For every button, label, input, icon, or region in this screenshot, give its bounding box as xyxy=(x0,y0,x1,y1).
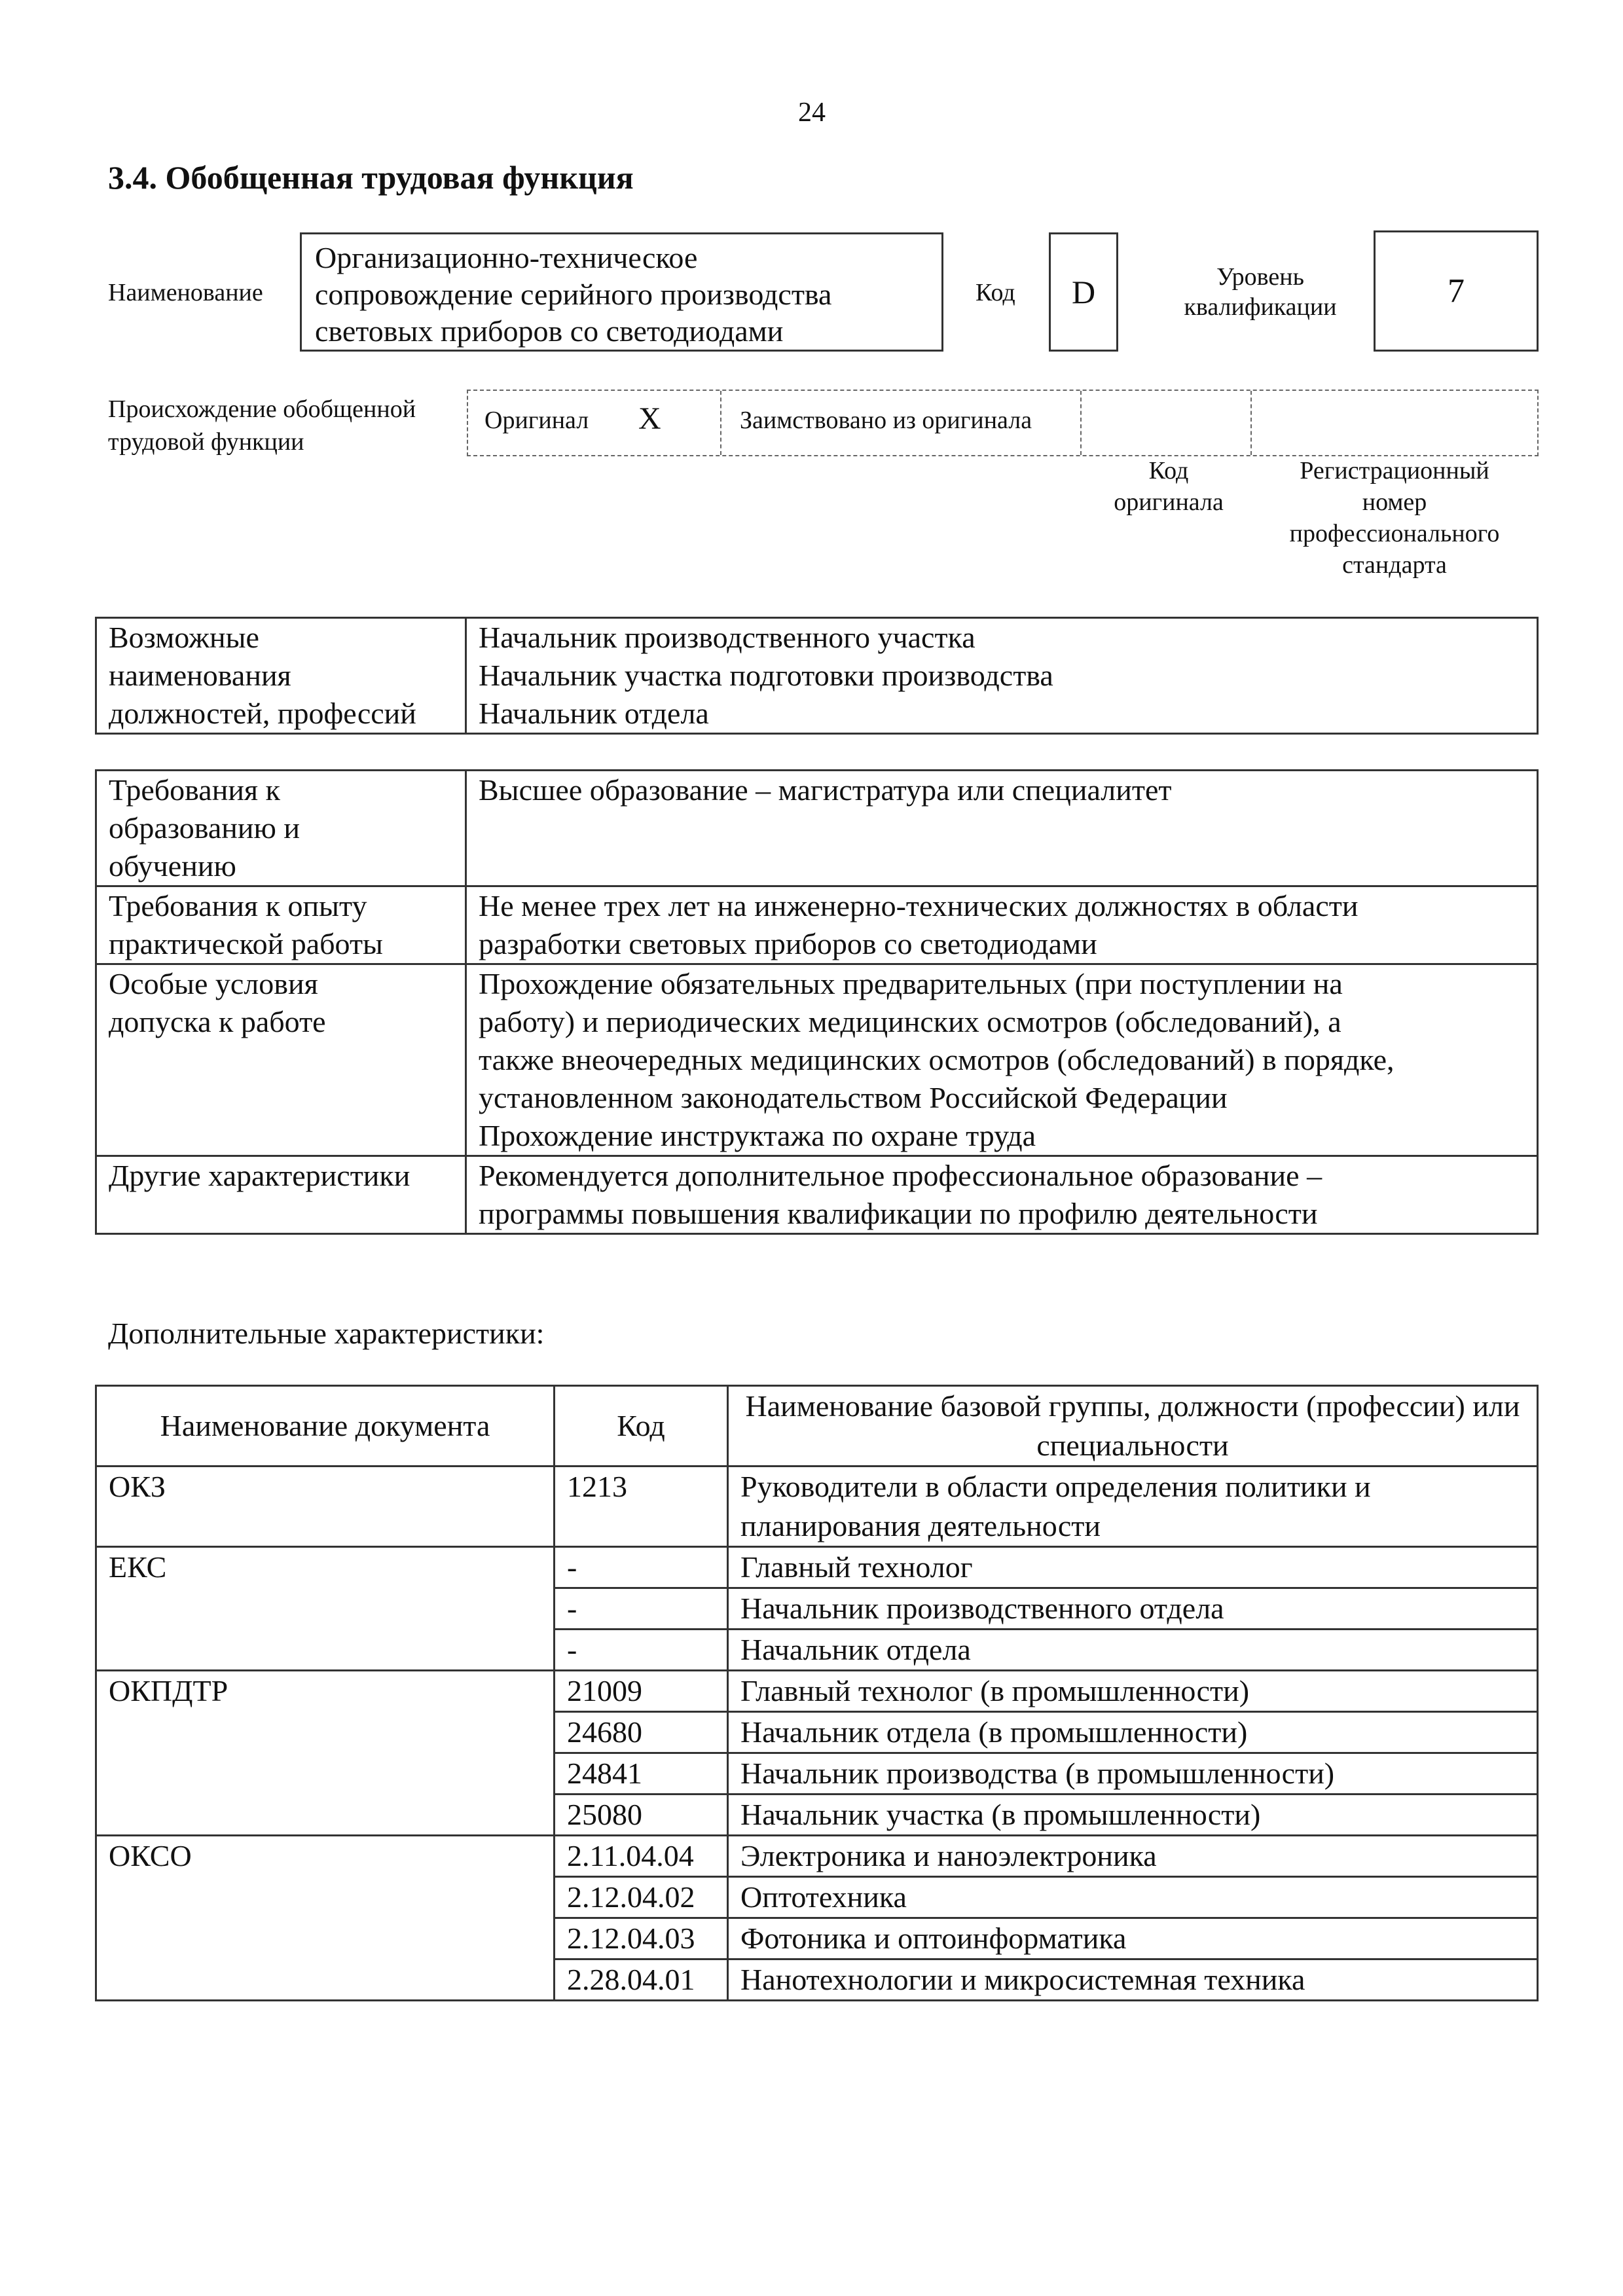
code-cell: 1213 xyxy=(555,1467,728,1547)
reg-number-line: Регистрационный xyxy=(1300,457,1489,484)
value-line: установленном законодательством Российской Федерации xyxy=(479,1081,1228,1114)
table-row xyxy=(96,1547,1538,1588)
page-number: 24 xyxy=(798,98,826,128)
level-label-line: квалификации xyxy=(1184,293,1337,321)
value-line: Прохождение обязательных предварительных (при поступлении на xyxy=(479,967,1343,1000)
name-cell: Нанотехнологии и микросистемная техника xyxy=(728,1959,1538,2001)
req-label xyxy=(96,1156,466,1234)
code-cell: - xyxy=(555,1588,728,1630)
value-line: разработки световых приборов со светодиодами xyxy=(479,927,1097,960)
positions-values xyxy=(466,618,1538,734)
code-cell: 2.11.04.04 xyxy=(555,1836,728,1877)
name-value-line: Организационно-техническое xyxy=(315,241,698,274)
code-original-line: оригинала xyxy=(1114,488,1224,516)
origin-label xyxy=(108,393,416,458)
divider xyxy=(1080,391,1082,455)
req-value xyxy=(466,1156,1538,1234)
additional-table xyxy=(95,1385,1539,2001)
name-cell: Начальник производства (в промышленности) xyxy=(728,1753,1538,1795)
header-name: Наименование базовой группы, должности (профессии) или специальности xyxy=(728,1386,1538,1467)
code-value-box xyxy=(1049,232,1118,352)
name-cell: Оптотехника xyxy=(728,1877,1538,1918)
reg-number-line: стандарта xyxy=(1342,551,1447,579)
position-item: Начальник отдела xyxy=(479,697,709,730)
additional-title: Дополнительные характеристики: xyxy=(108,1317,545,1350)
table-row xyxy=(96,771,1538,886)
name-cell: Начальник отдела xyxy=(728,1630,1538,1671)
name-cell: Начальник производственного отдела xyxy=(728,1588,1538,1630)
table-row xyxy=(96,1156,1538,1234)
level-value-box xyxy=(1374,230,1539,352)
req-value xyxy=(466,964,1538,1156)
additional-table-body xyxy=(96,1467,1538,2001)
code-cell: - xyxy=(555,1547,728,1588)
divider xyxy=(1250,391,1252,455)
value-line: также внеочередных медицинских осмотров (обследований) в порядке, xyxy=(479,1043,1395,1076)
name-cell: Электроника и наноэлектроника xyxy=(728,1836,1538,1877)
requirements-table xyxy=(95,769,1539,1235)
doc-cell: ОКПДТР xyxy=(96,1671,555,1836)
origin-label-line: Происхождение обобщенной xyxy=(108,395,416,423)
code-cell: 2.12.04.03 xyxy=(555,1918,728,1959)
name-cell: Главный технолог (в промышленности) xyxy=(728,1671,1538,1712)
original-mark: X xyxy=(638,401,661,436)
code-cell: - xyxy=(555,1630,728,1671)
code-value: D xyxy=(1071,274,1096,310)
label-line: обучению xyxy=(109,849,236,883)
label-line: допуска к работе xyxy=(109,1005,326,1038)
req-value xyxy=(466,771,1538,886)
section-title: 3.4. Обобщенная трудовая функция xyxy=(108,159,634,196)
value-line: Не менее трех лет на инженерно-технических должностях в области xyxy=(479,889,1359,922)
code-cell: 25080 xyxy=(555,1795,728,1836)
req-label xyxy=(96,771,466,886)
header-doc: Наименование документа xyxy=(96,1386,555,1467)
position-item: Начальник производственного участка xyxy=(479,621,976,654)
value-line: Рекомендуется дополнительное профессиональное образование – xyxy=(479,1159,1322,1192)
value-line: Высшее образование – магистратура или специалитет xyxy=(479,773,1172,807)
origin-label-line: трудовой функции xyxy=(108,428,304,456)
table-row xyxy=(96,1467,1538,1547)
label-line: Требования к опыту xyxy=(109,889,367,922)
label-line: Особые условия xyxy=(109,967,318,1000)
label-line: Другие характеристики xyxy=(109,1159,410,1192)
reg-number-line: профессионального xyxy=(1289,520,1500,547)
code-original-label xyxy=(1074,455,1264,518)
table-row xyxy=(96,1836,1538,1877)
label-line: должностей, профессий xyxy=(109,697,416,730)
code-cell: 21009 xyxy=(555,1671,728,1712)
position-item: Начальник участка подготовки производства xyxy=(479,659,1053,692)
req-label xyxy=(96,886,466,964)
req-label xyxy=(96,964,466,1156)
name-value-box xyxy=(300,232,943,352)
table-row xyxy=(96,1671,1538,1712)
label-line: Возможные xyxy=(109,621,259,654)
value-line: Прохождение инструктажа по охране труда xyxy=(479,1119,1036,1152)
reg-number-line: номер xyxy=(1362,488,1427,516)
level-label-line: Уровень xyxy=(1216,263,1304,291)
doc-cell: ОКЗ xyxy=(96,1467,555,1547)
original-label: Оригинал xyxy=(484,407,589,434)
divider xyxy=(720,391,721,455)
req-value xyxy=(466,886,1538,964)
code-cell: 24841 xyxy=(555,1753,728,1795)
doc-cell: ЕКС xyxy=(96,1547,555,1671)
positions-table xyxy=(95,617,1539,735)
label-line: наименования xyxy=(109,659,291,692)
name-cell: Начальник отдела (в промышленности) xyxy=(728,1712,1538,1753)
table-header-row xyxy=(96,1386,1538,1467)
name-cell: Начальник участка (в промышленности) xyxy=(728,1795,1538,1836)
name-cell: Фотоника и оптоинформатика xyxy=(728,1918,1538,1959)
label-line: практической работы xyxy=(109,927,383,960)
table-row xyxy=(96,886,1538,964)
label-line: Требования к xyxy=(109,773,280,807)
doc-cell: ОКСО xyxy=(96,1836,555,2001)
value-line: работу) и периодических медицинских осмотров (обследований), а xyxy=(479,1005,1341,1038)
table-row xyxy=(96,618,1538,734)
code-cell: 24680 xyxy=(555,1712,728,1753)
code-original-line: Код xyxy=(1148,457,1189,484)
code-label: Код xyxy=(976,279,1015,306)
code-cell: 2.28.04.01 xyxy=(555,1959,728,2001)
label-line: образованию и xyxy=(109,811,300,845)
table-row xyxy=(96,964,1538,1156)
name-cell: Главный технолог xyxy=(728,1547,1538,1588)
positions-label xyxy=(96,618,466,734)
value-line: программы повышения квалификации по профилю деятельности xyxy=(479,1197,1318,1230)
level-label xyxy=(1162,262,1359,322)
code-cell: 2.12.04.02 xyxy=(555,1877,728,1918)
name-cell: Руководители в области определения политики и планирования деятельности xyxy=(728,1467,1538,1547)
reg-number-label xyxy=(1250,455,1539,581)
borrowed-label: Заимствовано из оригинала xyxy=(740,407,1032,434)
name-value-line: сопровождение серийного производства xyxy=(315,278,832,311)
name-value-line: световых приборов со светодиодами xyxy=(315,314,784,348)
header-code: Код xyxy=(555,1386,728,1467)
name-label: Наименование xyxy=(108,279,263,306)
level-value: 7 xyxy=(1448,272,1465,310)
